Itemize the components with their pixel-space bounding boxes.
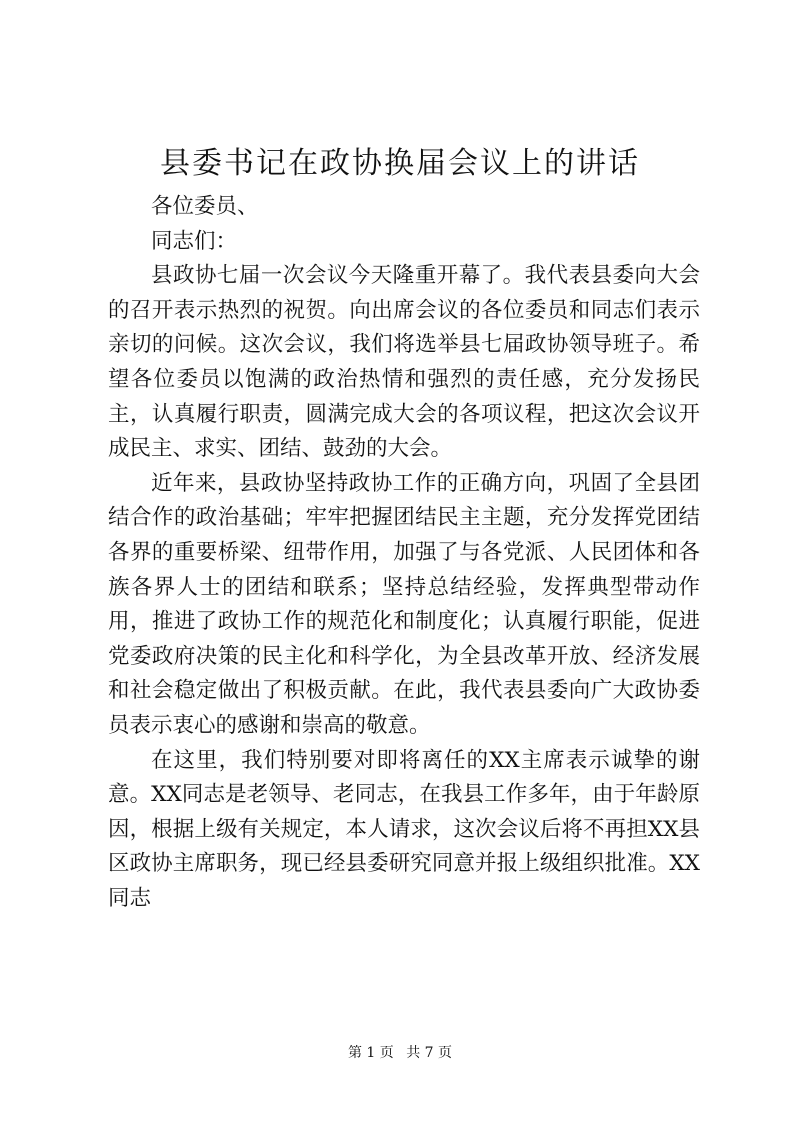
document-title: 县委书记在政协换届会议上的讲话 <box>160 146 640 181</box>
page-total: 共 7 页 <box>406 1045 453 1061</box>
page-footer <box>0 1042 800 1062</box>
salutation-line-2: 同志们： <box>151 228 238 254</box>
body-paragraph: 在这里，我们特别要对即将离任的XX主席表示诚挚的谢意。XX同志是老领导、老同志，在我县工作多年，由于年龄原因，根据上级有关规定，本人请求，这次会议后将不再担XX县区政协主席职务，现已经县委研究同意并报上级组织批准。XX同志 <box>108 747 700 911</box>
body-paragraph: 近年来，县政协坚持政协工作的正确方向，巩固了全县团结合作的政治基础；牢牢把握团结民主主题，充分发挥党团结各界的重要桥梁、纽带作用，加强了与各党派、人民团体和各族各界人士的团结和联系；坚持总结经验，发挥典型带动作用，推进了政协工作的规范化和制度化；认真履行职能，促进党委政府决策的民主化和科学化，为全县改革开放、经济发展和社会稳定做出了积极贡献。在此，我代表县委向广大政协委员表示衷心的感谢和崇高的敬意。 <box>108 470 700 738</box>
salutation-line-1: 各位委员、 <box>151 194 259 219</box>
document-body <box>108 190 700 916</box>
page-number: 第 1 页 <box>347 1045 394 1061</box>
body-paragraph: 县政协七届一次会议今天隆重开幕了。我代表县委向大会的召开表示热烈的祝贺。向出席会议的各位委员和同志们表示亲切的问候。这次会议，我们将选举县七届政协领导班子。希望各位委员以饱满的政治热情和强烈的责任感，充分发扬民主，认真履行职责，圆满完成大会的各项议程，把这次会议开成民主、求实、团结、鼓劲的大会。 <box>108 263 700 462</box>
